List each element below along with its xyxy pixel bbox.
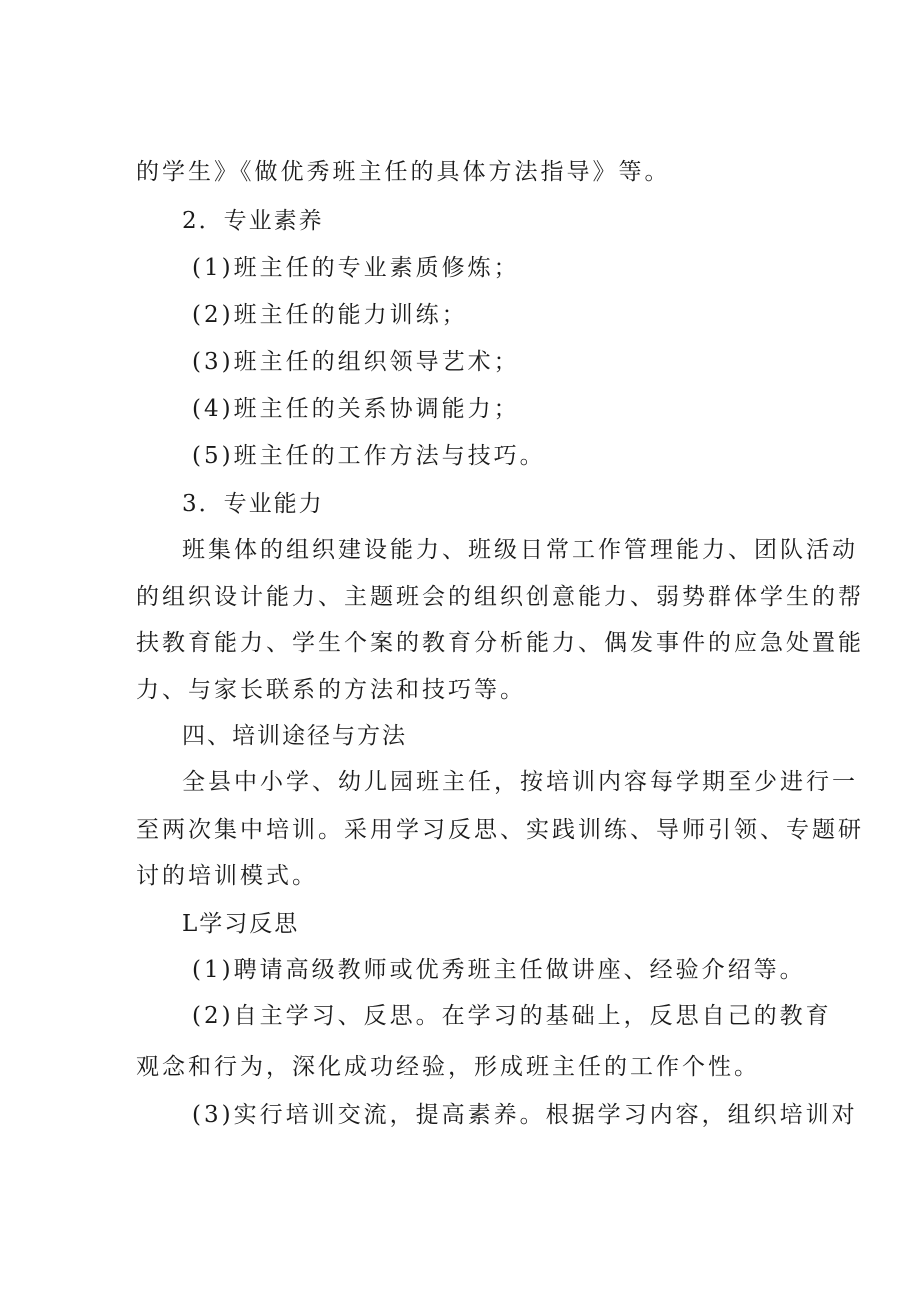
list-item-2: (2)班主任的能力训练；	[192, 302, 468, 328]
list-item-4: (4)班主任的关系协调能力；	[192, 396, 520, 422]
paragraph-line: 班集体的组织建设能力、班级日常工作管理能力、团队活动	[182, 537, 858, 563]
paragraph-line: 力、与家长联系的方法和技巧等。	[136, 677, 526, 703]
list-item-1: (1)班主任的专业素质修炼；	[192, 255, 520, 281]
paragraph-line: 的组织设计能力、主题班会的组织创意能力、弱势群体学生的帮	[136, 584, 864, 610]
list-item-2: (2)自主学习、反思。在学习的基础上，反思自己的教育	[192, 1003, 832, 1029]
text-line-continuation: 的学生》《做优秀班主任的具体方法指导》等。	[136, 159, 671, 185]
paragraph-line: 至两次集中培训。采用学习反思、实践训练、导师引领、专题研	[136, 817, 864, 843]
section-heading-training-methods: 四、培训途径与方法	[182, 723, 407, 749]
subheading-professional-quality: 2．专业素养	[182, 208, 324, 234]
paragraph-line: 观念和行为，深化成功经验，形成班主任的工作个性。	[136, 1054, 760, 1080]
list-item-1: (1)聘请高级教师或优秀班主任做讲座、经验介绍等。	[192, 957, 806, 983]
paragraph-line: 扶教育能力、学生个案的教育分析能力、偶发事件的应急处置能	[136, 630, 864, 656]
list-item-3: (3)实行培训交流，提高素养。根据学习内容，组织培训对	[192, 1102, 858, 1128]
paragraph-line: 全县中小学、幼儿园班主任，按培训内容每学期至少进行一	[182, 769, 858, 795]
subheading-learning-reflection: L学习反思	[182, 911, 300, 937]
paragraph-line: 讨的培训模式。	[136, 863, 318, 889]
list-item-5: (5)班主任的工作方法与技巧。	[192, 443, 546, 469]
subheading-professional-ability: 3．专业能力	[182, 491, 324, 517]
list-item-3: (3)班主任的组织领导艺术；	[192, 349, 520, 375]
